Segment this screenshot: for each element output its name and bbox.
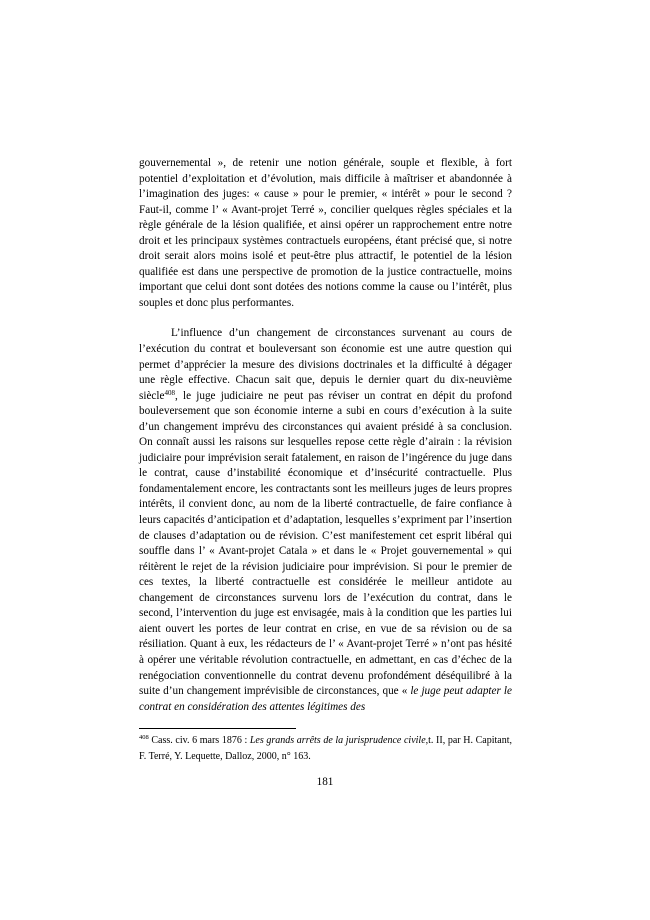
- footnote-text-a: Cass. civ. 6 mars 1876 :: [148, 735, 250, 746]
- paragraph-2: [139, 326, 512, 715]
- footnote-text-b: t. II, par H. Capitant, F. Terré, Y. Lequette, Dalloz, 2000, n° 163.: [139, 735, 512, 762]
- paragraph-1: [139, 156, 512, 311]
- paragraph-2-text-a: L’influence d’un changement de circonstances survenant au cours de l’exécution du contrat et bouleversant son économie est une autre question qui permet d’apprécier la mesure des divisions doctrinales et la difficulté à dégager une règle effective. Chacun sait que, depuis le dernier quart du dix-neuvième siècle: [139, 327, 512, 402]
- footnote-book-title: Les grands arrêts de la jurisprudence civile,: [249, 735, 429, 746]
- paragraph-1-text: gouvernemental », de retenir une notion générale, souple et flexible, à fort potentiel d’exploitation et d’évolution, mais difficile à maîtriser et abandonnée à l’imagination des juges: « cause » pour le premier, « intérêt » pour le second ? Faut-il, comme l’ « Avant-projet Terré », concilier quelques règles spéciales et la règle générale de la lésion qualifiée, et ainsi opérer un rapprochement entre notre droit et les principaux systèmes contractuels européens, étant précisé que, si notre droit serait alors moins isolé et peut-être plus attractif, le potentiel de la lésion qualifiée est dans une perspective de promotion de la justice contractuelle, moins important que celui dont sont dotées des notions comme la cause ou l’intérêt, plus souples et donc plus performantes.: [139, 157, 512, 309]
- footnote-reference[interactable]: 408: [164, 388, 175, 397]
- footnote-408: [139, 733, 512, 764]
- footnote-number: 408: [139, 734, 149, 741]
- body-text: [139, 156, 512, 715]
- page-number: 181: [316, 776, 334, 788]
- footnote-separator: [139, 728, 296, 729]
- paragraph-2-italic-quote: le juge peut adapter le contrat en considération des attentes légitimes des: [139, 685, 512, 713]
- paragraph-2-text-b: , le juge judiciaire ne peut pas réviser un contrat en dépit du profond bouleversement que son économie interne a subi en cours d’exécution à la suite d’un changement imprévu des circonstances qui avaient présidé à sa conclusion. On connaît aussi les raisons sur lesquelles repose cette règle d’airain : la révision judiciaire pour imprévision serait fatalement, en raison de l’ingérence du juge dans le contrat, cause d’instabilité économique et d’insécurité contractuelle. Plus fondamentalement encore, les contractants sont les meilleurs juges de leurs propres intérêts, il convient donc, au nom de la liberté contractuelle, de faire confiance à leurs capacités d’anticipation et d’adaptation, lesquelles s’expriment par l’insertion de clauses d’adaptation ou de révision. C’est manifestement cet esprit libéral qui souffle dans l’ « Avant-projet Catala » et dans le « Projet gouvernemental » qui réitèrent le rejet de la révision judiciaire pour imprévision. Si pour le premier de ces textes, la liberté contractuelle est considérée le meilleur antidote au changement de circonstances survenu lors de l’exécution du contrat, dans le second, l’intervention du juge est envisagée, mais à la condition que les parties lui aient ouvert les portes de leur contrat en crise, en vue de sa révision ou de sa résiliation. Quant à eux, les rédacteurs de l’ « Avant-projet Terré » n’ont pas hésité à opérer une véritable révolution contractuelle, en admettant, en cas d’échec de la renégociation conventionnelle du contrat devenu profondément déséquilibré à la suite d’un changement imprévisible de circonstances, que «: [139, 389, 512, 698]
